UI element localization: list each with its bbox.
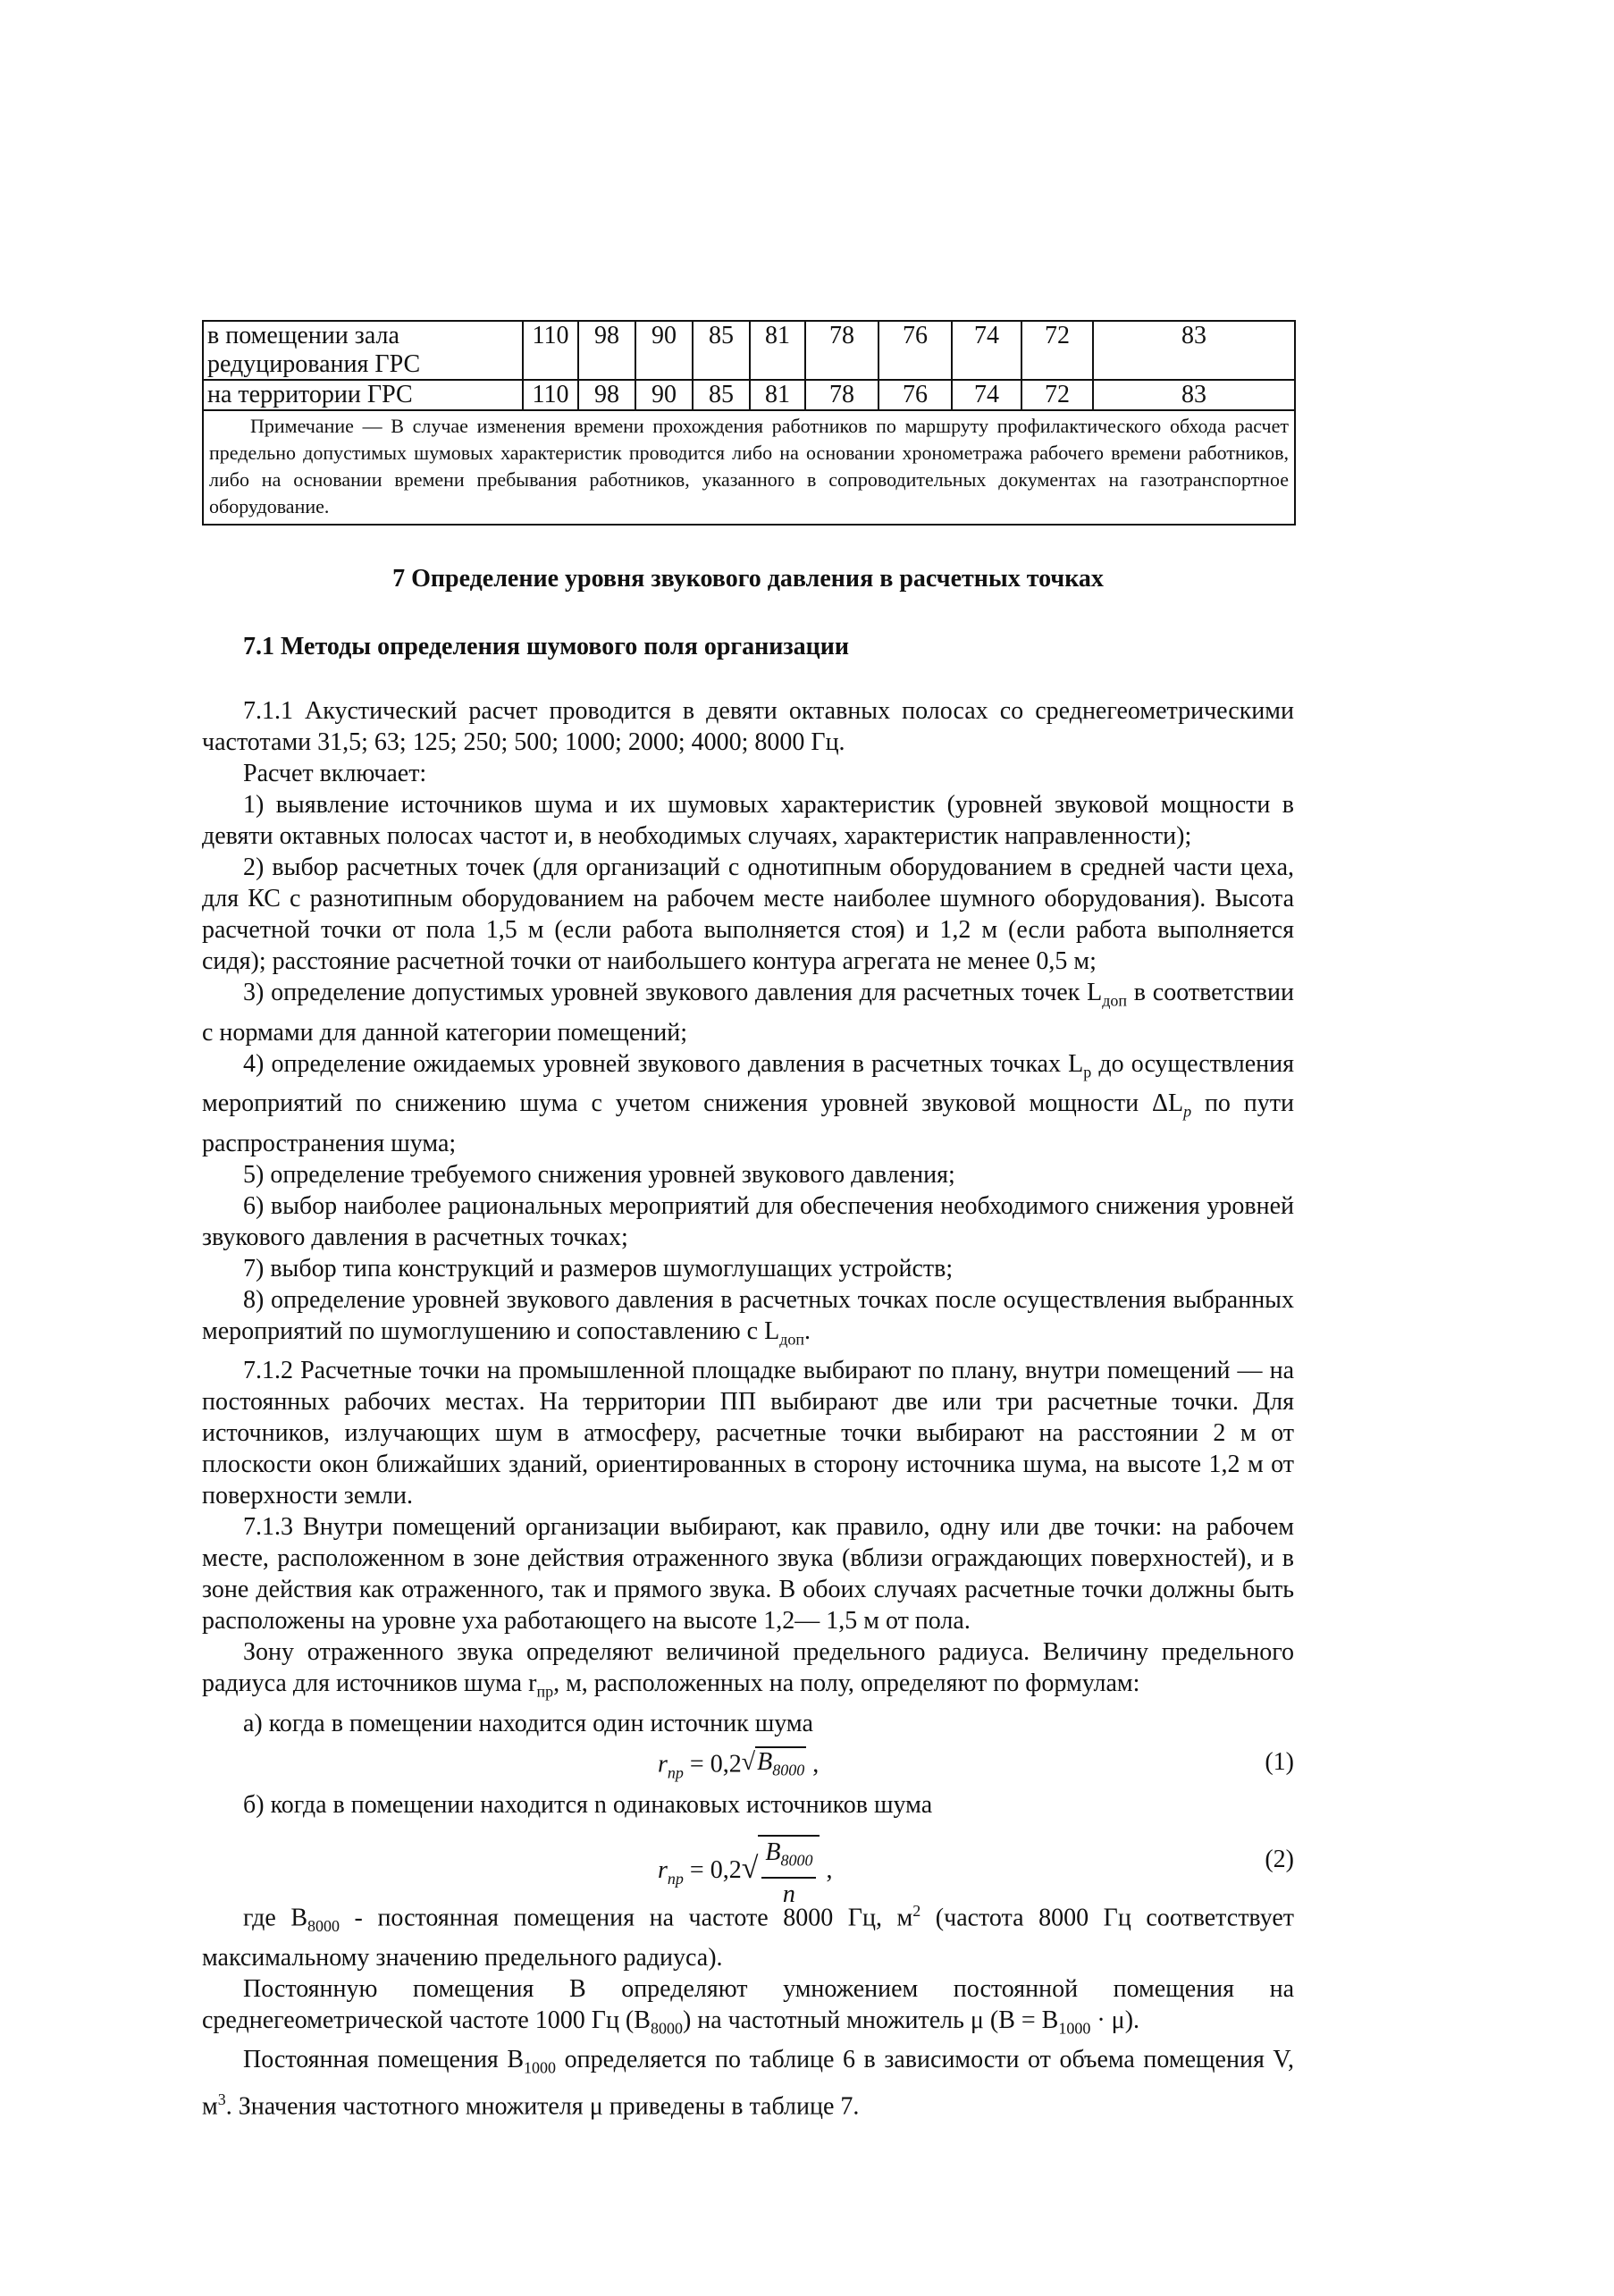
table-row xyxy=(203,380,1295,410)
table-cell: 78 xyxy=(805,321,878,380)
table-note-row xyxy=(203,410,1295,525)
table-cell: 72 xyxy=(1021,321,1093,380)
row-label: в помещении зала редуцирования ГРС xyxy=(203,321,523,380)
paragraph: 3) определение допустимых уровней звукового давления для расчетных точек $L_{доп}$ в соответствии с нормами для данной категории помещений; xyxy=(202,979,1294,1047)
table-cell: 90 xyxy=(635,380,693,410)
table-cell: 85 xyxy=(693,321,750,380)
formula-1: $r_{пр} = 0,2√B_{8000}$ , (1) xyxy=(202,1739,1294,1789)
paragraph: 1) выявление источников шума и их шумовых характеристик (уровней звуковой мощности в девяти октавных полосах частот и, в необходимых случаях, характеристик направленности); xyxy=(202,791,1294,850)
sqrt-icon: $√B_{8000}$ xyxy=(741,1747,805,1779)
formula-number: (1) xyxy=(1265,1747,1294,1776)
document-page xyxy=(202,320,1294,2122)
paragraph: Постоянная помещения $B_{1000}$ определяется по таблице 6 в зависимости от объема помещения V, $м^3$. Значения частотного множителя μ приведены в таблице 7. xyxy=(202,2046,1294,2121)
table-note: Примечание — В случае изменения времени прохождения работников по маршруту профилактического обхода расчет предельно допустимых шумовых характеристик проводится либо на основании хронометража рабочего времени работников, либо на основании времени пребывания работников, указанного в сопроводительных документах на газотранспортное оборудование. xyxy=(203,410,1295,525)
table-cell: 98 xyxy=(578,321,635,380)
paragraph: а) когда в помещении находится один источник шума xyxy=(243,1709,813,1737)
table-cell: 76 xyxy=(878,321,952,380)
paragraph: 4) определение ожидаемых уровней звукового давления в расчетных точках $L_p$ до осуществления мероприятий по снижению шума с учетом снижения уровней звуковой мощности $\Delta L_p$ по пути распространения шума; xyxy=(202,1049,1295,1157)
row-label: на территории ГРС xyxy=(203,380,523,410)
paragraph: 7.1.3 Внутри помещений организации выбирают, как правило, одну или две точки: на рабочем месте, расположенном в зоне действия отраженного звука (вблизи ограждающих поверхностей), и в зоне действия как отраженного, так и прямого звука. В обоих случаях расчетные точки должны быть расположены на уровне уха работающего на высоте 1,2— 1,5 м от пола. xyxy=(202,1513,1294,1636)
table-cell: 74 xyxy=(952,380,1021,410)
section-title: 7 Определение уровня звукового давления в расчетных точках xyxy=(392,565,1104,593)
paragraph: 6) выбор наиболее рациональных мероприятий для обеспечения необходимого снижения уровней звукового давления в расчетных точках; xyxy=(202,1191,1294,1251)
sqrt-icon: √ $\frac{B_{8000}}{n}$ xyxy=(742,1835,820,1910)
table-cell: 74 xyxy=(952,321,1021,380)
paragraph: Расчет включает: xyxy=(243,760,427,787)
paragraph: 7.1.2 Расчетные точки на промышленной площадке выбирают по плану, внутри помещений — на постоянных рабочих местах. На территории ПП выбирают две или три расчетные точки. Для источников, излучающих шум в атмосферу, расчетные точки выбирают на расстоянии 2 м от плоскости окон ближайших зданий, ориентированных в сторону источника шума, на высоте 1,2 м от поверхности земли. xyxy=(202,1357,1294,1510)
table-cell: 83 xyxy=(1093,321,1295,380)
table-cell: 85 xyxy=(693,380,750,410)
noise-table xyxy=(202,320,1296,526)
formula-number: (2) xyxy=(1265,1845,1294,1873)
paragraph: 7) выбор типа конструкций и размеров шумоглушащих устройств; xyxy=(243,1254,954,1283)
paragraph: б) когда в помещении находится n одинаковых источников шума xyxy=(243,1790,933,1819)
table-cell: 90 xyxy=(635,321,693,380)
table-row xyxy=(203,321,1295,380)
paragraph: Постоянную помещения B определяют умножением постоянной помещения на среднегеометрической частоте 1000 Гц $(B_{8000})$ на частотный множитель μ $(B = B_{1000} \cdot \mu)$. xyxy=(202,1974,1294,2038)
formula-2: $r_{пр} = 0,2√$ $\frac{B_{8000}}{n}$ , (2) xyxy=(202,1821,1294,1896)
paragraph: где $B_{8000}$ - постоянная помещения на частоте 8000 Гц, $м^2$ (частота 8000 Гц соответствует максимальному значению предельного радиуса). xyxy=(202,1901,1294,1972)
table-cell: 72 xyxy=(1021,380,1093,410)
table-cell: 78 xyxy=(805,380,878,410)
paragraph: 5) определение требуемого снижения уровней звукового давления; xyxy=(243,1160,955,1189)
table-cell: 81 xyxy=(750,380,805,410)
paragraph: 2) выбор расчетных точек (для организаций с однотипным оборудованием в средней части цеха, для КС с разнотипным оборудованием на рабочем месте наиболее шумного оборудования). Высота расчетной точки от пола 1,5 м (если работа выполняется стоя) и 1,2 м (если работа выполняется сидя); расстояние расчетной точки от наибольшего контура агрегата не менее 0,5 м; xyxy=(202,854,1294,975)
table-cell: 76 xyxy=(878,380,952,410)
table-cell: 83 xyxy=(1093,380,1295,410)
paragraph: Зону отраженного звука определяют величиной предельного радиуса. Величину предельного радиуса для источников шума $r_{пр}$, м, расположенных на полу, определяют по формулам: xyxy=(202,1638,1294,1701)
paragraph: 8) определение уровней звукового давления в расчетных точках после осуществления выбранных мероприятий по шумоглушению и сопоставлению с $L_{доп}$. xyxy=(202,1285,1294,1349)
table-cell: 110 xyxy=(523,321,578,380)
table-cell: 81 xyxy=(750,321,805,380)
body-text xyxy=(202,695,1294,2122)
paragraph: 7.1.1 Акустический расчет проводится в девяти октавных полосах со среднегеометрическими частотами 31,5; 63; 125; 250; 500; 1000; 2000; 4000; 8000 Гц. xyxy=(202,697,1294,756)
table-cell: 110 xyxy=(523,380,578,410)
subsection-title: 7.1 Методы определения шумового поля организации xyxy=(243,633,850,660)
table-cell: 98 xyxy=(578,380,635,410)
